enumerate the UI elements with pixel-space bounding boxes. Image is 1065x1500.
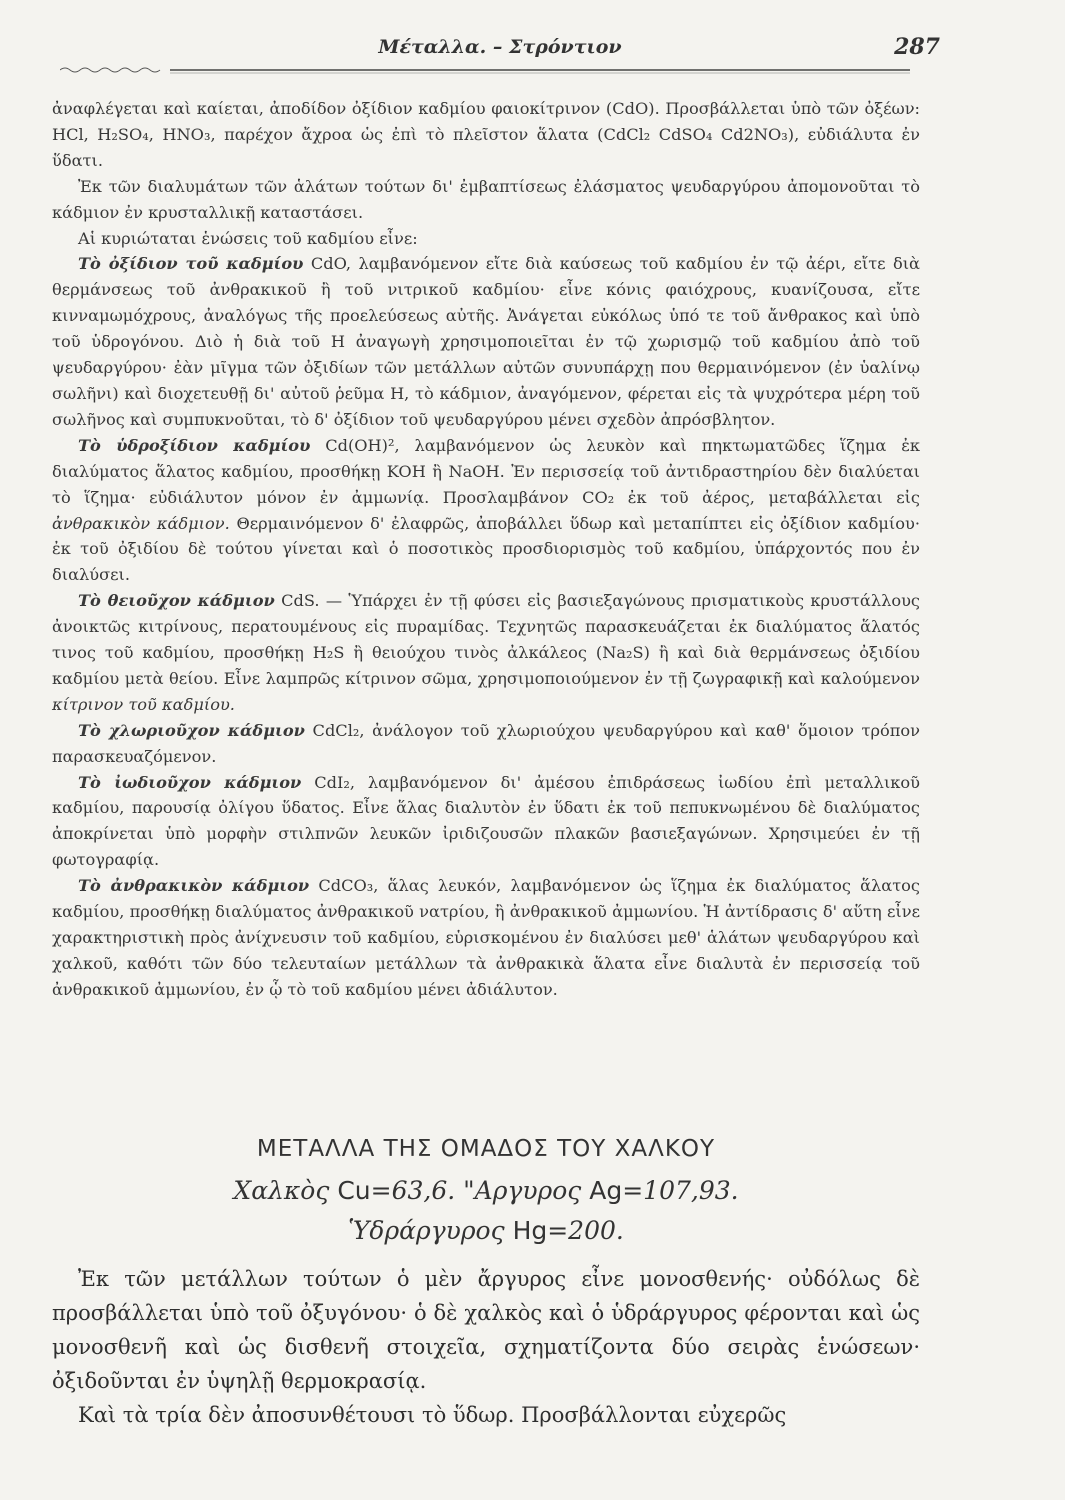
element-symbol: Ag: [589, 1176, 623, 1205]
formula-text: Χαλκὸς: [233, 1176, 338, 1205]
paragraph: [52, 174, 920, 226]
paragraph-text: ἀναφλέγεται καὶ καίεται, ἀποδίδον ὀξίδιον καδμίου φαιοκίτρινον (CdO). Προσβάλλεται ὑπὸ τῶν ὀξέων: HCl, H₂SO₄, HNO₃, παρέχον ἄχροα ὡς ἐπὶ τὸ πλεῖστον ἅλατα (CdCl₂ CdSO₄ Cd2NO₃), εὐδιάλυτα ἐν ὕδατι.: [52, 99, 920, 170]
formula-text: =63,6.: [370, 1176, 464, 1205]
paragraph: [52, 96, 920, 174]
formula-text: Ὑδράργυρος: [348, 1216, 513, 1245]
paragraph-text: CdO, λαμβανόμενον εἴτε διὰ καύσεως τοῦ καδμίου ἐν τῷ ἀέρι, εἴτε διὰ θερμάνσεως τοῦ ἀνθρακικοῦ ἢ τοῦ νιτρικοῦ καδμίου· εἶνε κόνις φαιόχρους, κυανίζουσα, εἴτε κινναμωμόχρους, ἀναλόγως τῆς προελεύσεως αὐτῆς. Ἀνάγεται εὐκόλως ὑπό τε τοῦ ἄνθρακος καὶ ὑπὸ τοῦ ὑδρογόνου. Διὸ ἡ διὰ τοῦ H ἀναγωγὴ χρησιμοποιεῖται ἐν τῷ χωρισμῷ τοῦ καδμίου ἀπὸ τοῦ ψευδαργύρου· ἐὰν μῖγμα τῶν ὀξιδίων τῶν μετάλλων αὐτῶν συνυπάρχῃ που θερμαινόμενον (ἐν ὑαλίνῳ σωλῆνι) καὶ διοχετευθῇ δι' αὐτοῦ ῥεῦμα H, τὸ κάδμιον, ἀναγόμενον, φέρεται εἰς τὰ ψυχρότερα μέρη τοῦ σωλῆνος καὶ συμπυκνοῦται, τὸ δ' ὀξίδιον τοῦ ψευδαργύρου μένει σχεδὸν ἀπρόσβλητον.: [52, 254, 920, 429]
paragraph: [52, 873, 920, 1003]
term-heading: Τὸ θειοῦχον κάδμιον: [78, 591, 275, 611]
term-heading: Τὸ ἀνθρακικὸν κάδμιον: [78, 876, 310, 896]
paragraph-text: Θερμαινόμενον δ' ἐλαφρῶς, ἀποβάλλει ὕδωρ καὶ μεταπίπτει εἰς ὀξίδιον καδμίου· ἐκ τοῦ ὀξιδίου δὲ τούτου γίνεται καὶ ὁ ποσοτικὸς προσδιορισμὸς τοῦ καδμίου, ὑπάρχοντός που ἐν διαλύσει.: [52, 513, 920, 585]
running-title: Μέταλλα. – Στρόντιον: [378, 36, 622, 58]
paragraph: [52, 251, 920, 432]
section-heading: ΜΕΤΑΛΛΑ ΤΗΣ ΟΜΑΔΟΣ ΤΟΥ ΧΑΛΚΟΥ: [256, 1136, 716, 1162]
paragraph-text: CdCO₃, ἅλας λευκόν, λαμβανόμενον ὡς ἵζημα ἐκ διαλύματος ἅλατος καδμίου, προσθήκῃ διαλύματος ἀνθρακικοῦ νατρίου, ἢ ἀνθρακικοῦ ἀμμωνίου. Ἡ ἀντίδρασις δ' αὕτη εἶνε χαρακτηριστικὴ πρὸς ἀνίχνευσιν τοῦ καδμίου, εὑρισκομένου ἐν διαλύσει μεθ' ἁλάτων ψευδαργύρου καὶ χαλκοῦ, καθότι τῶν δύο τελευταίων μετάλλων τὰ ἀνθρακικὰ ἅλατα εἶνε διαλυτὰ ἐν περισσείᾳ τοῦ ἀνθρακικοῦ ἀμμωνίου, ἐν ᾧ τὸ τοῦ καδμίου μένει ἀδιάλυτον.: [52, 876, 920, 999]
large-paragraph: Ἐκ τῶν μετάλλων τούτων ὁ μὲν ἄργυρος εἶνε μονοσθενής· οὐδόλως δὲ προσβάλλεται ὑπὸ τοῦ ὀξυγόνου· ὁ δὲ χαλκὸς καὶ ὁ ὑδράργυρος φέρονται καὶ ὡς μονοσθενῆ καὶ ὡς δισθενῆ στοιχεῖα, σχηματίζοντα δύο σειρὰς ἑνώσεων· ὀξιδοῦνται ἐν ὑψηλῇ θερμοκρασίᾳ.: [52, 1267, 920, 1393]
paragraph: [52, 718, 920, 770]
paragraph-text: CdCl₂, ἀνάλογον τοῦ χλωριούχου ψευδαργύρου καὶ καθ' ὅμοιον τρόπον παρασκευαζόμενον.: [52, 720, 920, 766]
atomic-weights-line-1: [52, 1176, 920, 1205]
italic-term: κίτρινον τοῦ καδμίου.: [52, 694, 235, 714]
paragraph-text: Cd(OH)², λαμβανόμενον ὡς λευκὸν καὶ πηκτωματῶδες ἵζημα ἐκ διαλύματος ἅλατος καδμίου, προσθήκῃ KOH ἢ NaOH. Ἐν περισσείᾳ τοῦ ἀντιδραστηρίου δὲν διαλύεται τὸ ἵζημα· εὐδιάλυτον μόνον ἐν ἀμμωνίᾳ. Προσλαμβάνον CO₂ ἐκ τοῦ ἀέρος, μεταβάλλεται εἰς: [52, 435, 920, 507]
page-number: 287: [894, 34, 940, 60]
paragraph: [52, 588, 920, 718]
term-heading: Τὸ ὀξίδιον τοῦ καδμίου: [78, 254, 304, 274]
large-body-text: [52, 1262, 920, 1432]
italic-term: ἀνθρακικὸν κάδμιον.: [52, 513, 230, 533]
term-heading: Τὸ ὑδροξίδιον καδμίου: [78, 435, 311, 455]
element-symbol: Cu: [337, 1176, 371, 1205]
paragraph-text: CdI₂, λαμβανόμενον δι' ἀμέσου ἐπιδράσεως ἰωδίου ἐπὶ μεταλλικοῦ καδμίου, παρουσίᾳ ὀλίγου ὕδατος. Εἶνε ἅλας διαλυτὸν ἐν ὕδατι ἐκ τοῦ πεπυκνωμένου δὲ διαλύματος ἀποκρίνεται ὑπὸ μορφὴν στιλπνῶν λευκῶν ἰριδιζουσῶν πλακῶν βασιεξαγώνων. Χρησιμεύει ἐν τῇ φωτογραφίᾳ.: [52, 772, 920, 870]
element-symbol: Hg: [512, 1216, 548, 1245]
formula-text: =200.: [547, 1216, 624, 1245]
formula-text: =107,93.: [622, 1176, 739, 1205]
paragraph: [52, 433, 920, 588]
term-heading: Τὸ ἰωδιοῦχον κάδμιον: [78, 772, 302, 792]
paragraph-text: Αἱ κυριώταται ἑνώσεις τοῦ καδμίου εἶνε:: [78, 228, 418, 248]
term-heading: Τὸ χλωριοῦχον κάδμιον: [78, 720, 305, 740]
paragraph-text: Ἐκ τῶν διαλυμάτων τῶν ἁλάτων τούτων δι' ἐμβαπτίσεως ἐλάσματος ψευδαργύρου ἀπομονοῦται τὸ κάδμιον ἐν κρυσταλλικῇ καταστάσει.: [52, 176, 920, 222]
paragraph: [52, 226, 920, 252]
large-paragraph: Καὶ τὰ τρία δὲν ἀποσυνθέτουσι τὸ ὕδωρ. Προσβάλλονται εὐχερῶς: [78, 1403, 787, 1427]
paragraph-text: CdS. — Ὑπάρχει ἐν τῇ φύσει εἰς βασιεξαγώνους πρισματικοὺς κρυστάλλους ἀνοικτῶς κιτρίνους, περατουμένους εἰς πυραμίδας. Τεχνητῶς παρασκευάζεται ἐκ διαλύματος ἅλατός τινος τοῦ καδμίου, προσθήκῃ H₂S ἢ θειούχου τινὸς ἀλκάλεος (Na₂S) ἢ καὶ διὰ θερμάνσεως ὀξιδίου καδμίου μετὰ θείου. Εἶνε λαμπρῶς κίτρινον σῶμα, χρησιμοποιούμενον ἐν τῇ ζωγραφικῇ καὶ καλούμενον: [52, 591, 920, 688]
page-header: [60, 28, 940, 68]
body-text: [52, 96, 920, 1003]
paragraph: [52, 770, 920, 874]
atomic-weights-line-2: [52, 1216, 920, 1245]
header-rule: [60, 64, 920, 76]
formula-text: "Αργυρος: [463, 1176, 590, 1205]
